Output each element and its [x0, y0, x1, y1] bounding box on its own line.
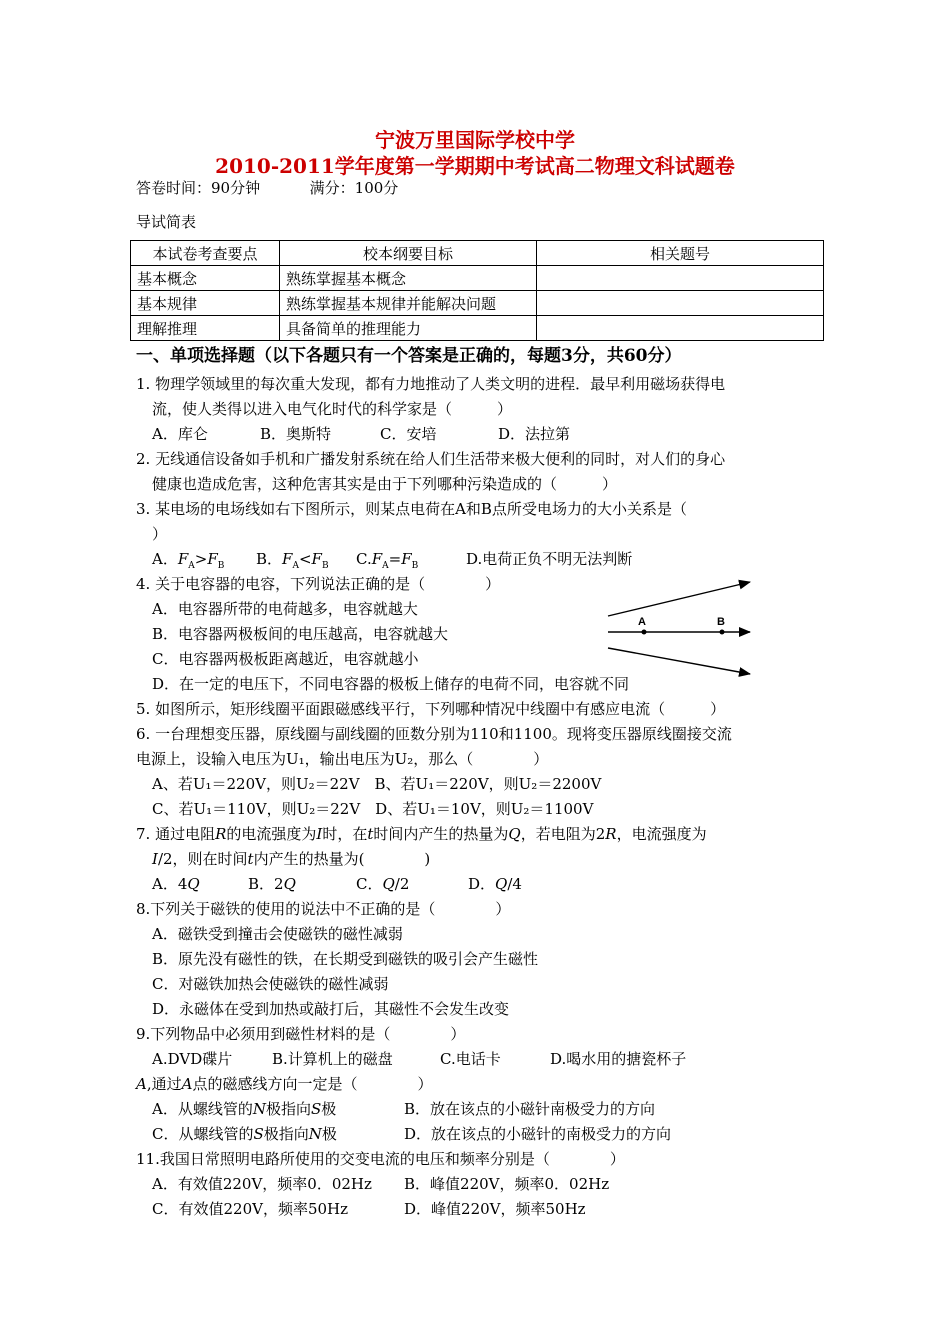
option-b: B．放在该点的小磁针南极受力的方向	[404, 1100, 656, 1118]
question-7-options	[152, 874, 522, 894]
question-5-line-1: 5. 如图所示，矩形线圈平面跟磁感线平行，下列哪种情况中线圈中有感应电流（ ）	[136, 700, 726, 718]
exam-time: 答卷时间：90分钟	[136, 179, 261, 197]
field-line-lower	[608, 648, 750, 674]
option-b: B．奥斯特	[260, 425, 332, 443]
question-3-line-2: ）	[152, 525, 168, 543]
option-b: B．电容器两极板间的电压越高，电容就越大	[152, 625, 449, 643]
guide-header-cell: 校本纲要目标	[280, 241, 537, 266]
option-d: D．峰值220V，频率50Hz	[404, 1200, 586, 1218]
question-1-line-2: 流，使人类得以进入电气化时代的科学家是（ ）	[152, 400, 513, 418]
guide-table	[130, 240, 824, 341]
exam-title: 2010-2011学年度第一学期期中考试高二物理文科试题卷	[215, 154, 735, 178]
question-6-line-1: 6. 一台理想变压器，原线圈与副线圈的匝数分别为110和1100。现将变压器原线圈接交流	[136, 725, 732, 743]
question-7-line-1: 7. 通过电阻R的电流强度为I时，在t时间内产生的热量为Q，若电阻为2R，电流强度为	[136, 825, 707, 843]
table-row	[131, 316, 824, 341]
option-a: A.DVD碟片	[152, 1050, 233, 1068]
option-c: $C.F_A=F_B$	[356, 550, 419, 571]
question-2-line-1: 2. 无线通信设备如手机和广播发射系统在给人们生活带来极大便利的同时，对人们的身心	[136, 450, 726, 468]
question-10-line-1: A,通过A点的磁感线方向一定是（ ）	[136, 1075, 433, 1093]
point-b	[720, 630, 725, 635]
option-a: A．磁铁受到撞击会使磁铁的磁性减弱	[152, 925, 403, 943]
option-b: B．$F_A<F_B$	[256, 550, 329, 571]
question-1-line-1: 1. 物理学领域里的每次重大发现，都有力地推动了人类文明的进程．最早利用磁场获得电	[136, 375, 726, 393]
option-c: C．有效值220V，频率50Hz	[152, 1200, 349, 1218]
question-8-line-1: 8.下列关于磁铁的使用的说法中不正确的是（ ）	[136, 900, 511, 918]
question-3-line-1: 3. 某电场的电场线如右下图所示，则某点电荷在A和B点所受电场力的大小关系是（	[136, 500, 687, 518]
full-score: 满分：100分	[309, 179, 399, 197]
question-10-options-row-1	[152, 1099, 655, 1119]
question-3-options	[152, 549, 632, 576]
guide-table-header	[131, 241, 824, 266]
table-cell: 基本规律	[131, 291, 280, 316]
guide-label: 导试简表	[136, 213, 197, 231]
question-11-line-1: 11.我国日常照明电路所使用的交变电流的电压和频率分别是（ ）	[136, 1150, 625, 1168]
question-2-line-2: 健康也造成危害，这种危害其实是由于下列哪种污染造成的（ ）	[152, 475, 618, 493]
guide-header-cell: 相关题号	[537, 241, 824, 266]
option-d: D．永磁体在受到加热或敲打后，其磁性不会发生改变	[152, 1000, 510, 1018]
option-a: A．库仑	[152, 425, 208, 443]
table-cell	[537, 266, 824, 291]
table-row	[131, 266, 824, 291]
option-d: D．在一定的电压下，不同电容器的极板上储存的电荷不同，电容就不同	[152, 675, 630, 693]
table-row	[131, 291, 824, 316]
option-d: D．放在该点的小磁针的南极受力的方向	[404, 1125, 672, 1143]
electric-field-diagram	[604, 572, 754, 682]
option-a: A．$F_A>F_B$	[152, 550, 225, 571]
option-c: C.电话卡	[440, 1050, 501, 1068]
option-a: A．从螺线管的N极指向S极	[152, 1100, 337, 1118]
option-d: D.喝水用的搪瓷杯子	[550, 1050, 687, 1068]
option-d: D.电荷正负不明无法判断	[466, 550, 633, 568]
option-d: D．法拉第	[498, 425, 571, 443]
option-a: A．有效值220V，频率0．02Hz	[152, 1175, 372, 1193]
question-11-options-row-2	[152, 1199, 586, 1219]
option-c: C．对磁铁加热会使磁铁的磁性减弱	[152, 975, 389, 993]
table-cell: 具备简单的推理能力	[280, 316, 537, 341]
question-6-line-2: 电源上，设输入电压为U₁，输出电压为U₂，那么（ ）	[136, 750, 549, 768]
question-9-options	[152, 1049, 686, 1069]
table-cell	[537, 316, 824, 341]
option-c: C．Q/2	[356, 875, 410, 893]
table-cell: 熟练掌握基本规律并能解决问题	[280, 291, 537, 316]
option-b: B．原先没有磁性的铁，在长期受到磁铁的吸引会产生磁性	[152, 950, 539, 968]
school-title: 宁波万里国际学校中学	[375, 128, 575, 152]
option-b: B．峰值220V，频率0．02Hz	[404, 1175, 610, 1193]
point-a-label: A	[638, 616, 646, 628]
option-c: C．电容器两极板距离越近，电容就越小	[152, 650, 419, 668]
table-cell: 基本概念	[131, 266, 280, 291]
field-line-upper	[608, 582, 750, 616]
option-b: B．2Q	[248, 875, 296, 893]
option-a: A．4Q	[152, 875, 200, 893]
question-4-line-1: 4. 关于电容器的电容，下列说法正确的是（ ）	[136, 575, 501, 593]
question-7-line-2: I/2，则在时间t内产生的热量为( )	[152, 850, 431, 868]
question-6-options-row-1: A、若U₁＝220V，则U₂＝22V B、若U₁＝220V，则U₂＝2200V	[152, 775, 602, 793]
table-cell: 理解推理	[131, 316, 280, 341]
table-cell: 熟练掌握基本概念	[280, 266, 537, 291]
section-heading: 一、单项选择题（以下各题只有一个答案是正确的，每题3分，共60分）	[136, 346, 682, 366]
exam-info	[136, 178, 398, 198]
table-cell	[537, 291, 824, 316]
question-10-options-row-2	[152, 1124, 671, 1144]
question-11-options-row-1	[152, 1174, 609, 1194]
question-6-options-row-2: C、若U₁＝110V，则U₂＝22V D、若U₁＝10V，则U₂＝1100V	[152, 800, 594, 818]
option-c: C．安培	[380, 425, 437, 443]
option-b: B.计算机上的磁盘	[272, 1050, 393, 1068]
guide-header-cell: 本试卷考查要点	[131, 241, 280, 266]
question-9-line-1: 9.下列物品中必须用到磁性材料的是（ ）	[136, 1025, 466, 1043]
point-b-label: B	[717, 616, 725, 628]
option-c: C．从螺线管的S极指向N极	[152, 1125, 337, 1143]
option-d: D．Q/4	[468, 875, 522, 893]
option-a: A．电容器所带的电荷越多，电容就越大	[152, 600, 418, 618]
question-1-options	[152, 424, 570, 444]
point-a	[642, 630, 647, 635]
